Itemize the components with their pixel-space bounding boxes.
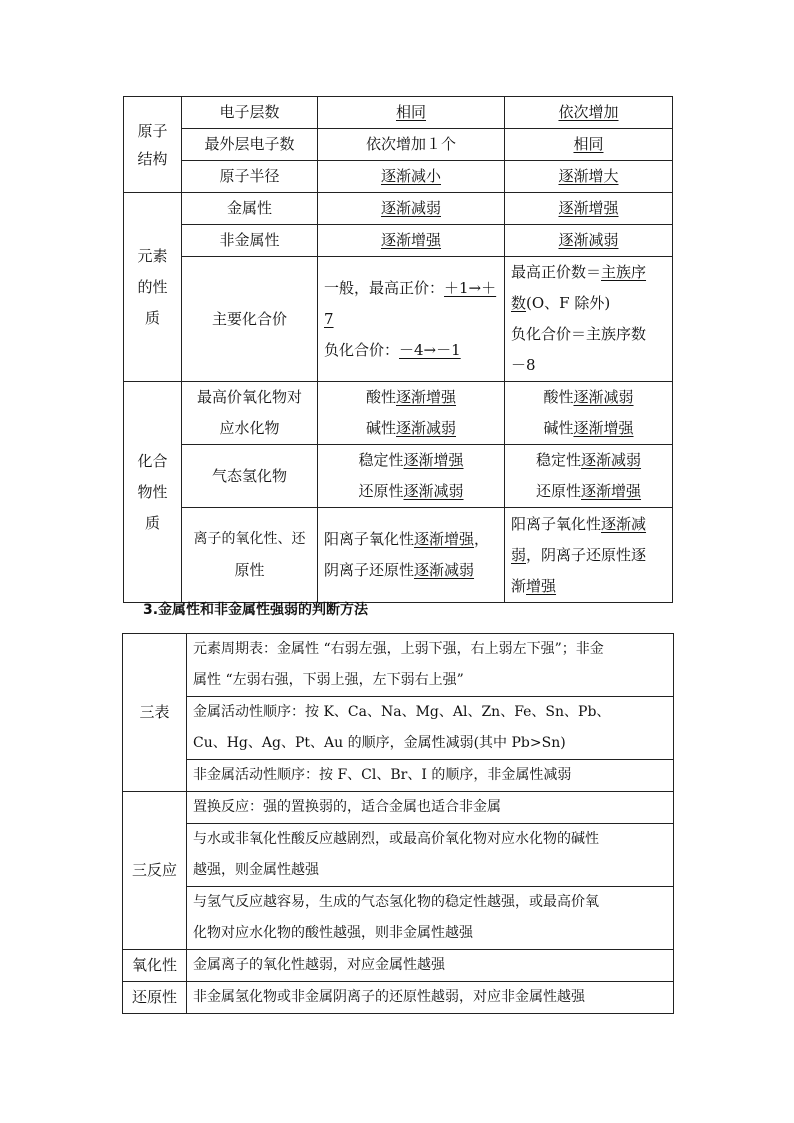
answer: 主族序 bbox=[601, 263, 647, 281]
text: 稳定性 bbox=[535, 451, 581, 469]
line: 离子的氧化性、还 bbox=[193, 531, 306, 547]
prop-cell bbox=[182, 382, 318, 445]
group-cell bbox=[505, 161, 673, 193]
text: ，阴离子还原性逐 bbox=[526, 545, 647, 564]
label-reducing: 还原性 bbox=[123, 982, 187, 1014]
text: 一般，最高正价： bbox=[324, 278, 445, 297]
line bbox=[511, 445, 666, 476]
group-cell bbox=[505, 508, 673, 603]
answer: 逐渐减弱 bbox=[380, 199, 441, 217]
line bbox=[511, 476, 666, 507]
answer: 逐渐增强 bbox=[581, 482, 642, 500]
period-cell bbox=[318, 382, 505, 445]
line: 与氢气反应越容易，生成的气态氢化物的稳定性越强，或最高价氧 bbox=[193, 894, 599, 910]
line bbox=[324, 524, 498, 555]
answer: 逐渐增强 bbox=[414, 530, 475, 548]
answer: 逐渐减弱 bbox=[414, 561, 475, 579]
answer: 相同 bbox=[395, 103, 426, 121]
line: 属性 “左弱右强，下弱上强，左下弱右上强” bbox=[193, 672, 464, 688]
text: 碱性 bbox=[365, 419, 396, 437]
text: ， bbox=[474, 530, 490, 548]
text: 负化合价： bbox=[324, 340, 400, 359]
text: 渐 bbox=[511, 576, 527, 595]
text-cell bbox=[187, 697, 674, 760]
line: 应水化物 bbox=[219, 419, 280, 437]
line: 最高价氧化物对 bbox=[196, 388, 302, 406]
line: 负化合价＝主族序数 bbox=[511, 325, 647, 343]
line: 与水或非氧化性酸反应越剧烈，或最高价氧化物对应水化物的碱性 bbox=[193, 831, 599, 847]
text: 还原性 bbox=[535, 482, 581, 500]
section-heading: 3.金属性和非金属性强弱的判断方法 bbox=[143, 602, 369, 618]
group-cell bbox=[505, 97, 673, 129]
answer: 逐渐增强 bbox=[380, 231, 441, 249]
group-atomic-structure bbox=[124, 97, 182, 193]
period-cell bbox=[318, 161, 505, 193]
answer: 增强 bbox=[526, 576, 557, 595]
answer: 7 bbox=[324, 309, 334, 328]
line bbox=[324, 476, 498, 507]
period-cell bbox=[318, 257, 505, 382]
group-cell bbox=[505, 445, 673, 508]
line bbox=[511, 382, 666, 413]
answer: 逐渐减弱 bbox=[581, 451, 642, 469]
prop-cell: 电子层数 bbox=[182, 97, 318, 129]
line: －8 bbox=[511, 356, 536, 374]
prop-cell: 金属性 bbox=[182, 193, 318, 225]
text-cell: 金属离子的氧化性越弱，对应金属性越强 bbox=[187, 950, 674, 982]
line bbox=[324, 304, 498, 335]
judgement-methods-table bbox=[122, 633, 674, 1014]
period-cell bbox=[318, 97, 505, 129]
group-compound-properties bbox=[124, 382, 182, 603]
text-cell bbox=[187, 824, 674, 887]
group-cell bbox=[505, 257, 673, 382]
line: 化物对应水化物的酸性越强，则非金属性越强 bbox=[193, 925, 473, 941]
text: 碱性 bbox=[543, 419, 574, 437]
line: 越强，则金属性越强 bbox=[193, 862, 319, 878]
answer: 弱 bbox=[511, 545, 527, 564]
answer: 逐渐减 bbox=[601, 514, 647, 533]
answer: 逐渐增强 bbox=[573, 419, 634, 437]
answer: 相同 bbox=[573, 135, 604, 153]
periodic-trends-table bbox=[123, 96, 673, 603]
group-label: 元素的性质 bbox=[137, 246, 168, 327]
group-label: 原子结构 bbox=[137, 121, 168, 168]
period-cell bbox=[318, 193, 505, 225]
prop-cell: 原子半径 bbox=[182, 161, 318, 193]
group-element-properties bbox=[124, 193, 182, 382]
group-label: 化合物性质 bbox=[137, 451, 168, 532]
text-cell bbox=[187, 887, 674, 950]
text: 还原性 bbox=[358, 482, 404, 500]
answer: －4→－1 bbox=[399, 340, 461, 359]
line bbox=[324, 555, 498, 586]
text: 稳定性 bbox=[358, 451, 404, 469]
line bbox=[511, 540, 666, 571]
period-cell bbox=[318, 508, 505, 603]
line bbox=[324, 413, 498, 444]
text-cell: 非金属氢化物或非金属阴离子的还原性越弱，对应非金属性越强 bbox=[187, 982, 674, 1014]
period-cell bbox=[318, 445, 505, 508]
line bbox=[511, 257, 666, 288]
line bbox=[324, 445, 498, 476]
label-oxidizing: 氧化性 bbox=[123, 950, 187, 982]
line: 原性 bbox=[234, 561, 265, 579]
period-cell bbox=[318, 225, 505, 257]
label-three-tables: 三表 bbox=[123, 634, 187, 792]
line bbox=[324, 335, 498, 366]
prop-cell: 气态氢化物 bbox=[182, 445, 318, 508]
answer: 依次增加 bbox=[558, 103, 619, 121]
answer: 数 bbox=[511, 294, 527, 312]
answer: 逐渐增强 bbox=[403, 451, 464, 469]
answer: 逐渐增强 bbox=[396, 388, 457, 406]
prop-cell: 最外层电子数 bbox=[182, 129, 318, 161]
prop-cell bbox=[182, 508, 318, 603]
line bbox=[511, 413, 666, 444]
answer: ＋1→＋ bbox=[444, 278, 497, 297]
answer: 逐渐增大 bbox=[558, 167, 619, 185]
answer: 逐渐减弱 bbox=[396, 419, 457, 437]
text: 酸性 bbox=[543, 388, 574, 406]
group-cell bbox=[505, 193, 673, 225]
label-three-reactions: 三反应 bbox=[123, 792, 187, 950]
line bbox=[324, 382, 498, 413]
line bbox=[511, 288, 666, 319]
text: 最高正价数＝ bbox=[511, 263, 602, 281]
group-cell bbox=[505, 129, 673, 161]
text: 阳离子氧化性 bbox=[324, 530, 415, 548]
text: 阳离子氧化性 bbox=[511, 514, 602, 533]
prop-cell: 主要化合价 bbox=[182, 257, 318, 382]
answer: 逐渐减弱 bbox=[573, 388, 634, 406]
prop-cell: 非金属性 bbox=[182, 225, 318, 257]
text-cell: 置换反应：强的置换弱的，适合金属也适合非金属 bbox=[187, 792, 674, 824]
text-cell: 非金属活动性顺序：按 F、Cl、Br、I 的顺序，非金属性减弱 bbox=[187, 760, 674, 792]
text: 酸性 bbox=[365, 388, 396, 406]
line bbox=[511, 571, 666, 602]
line bbox=[511, 509, 666, 540]
text-cell bbox=[187, 634, 674, 697]
answer: 逐渐增强 bbox=[558, 199, 619, 217]
line bbox=[324, 273, 498, 304]
text: (O、F 除外) bbox=[526, 294, 611, 312]
line: Cu、Hg、Ag、Pt、Au 的顺序，金属性减弱(其中 Pb>Sn) bbox=[193, 735, 566, 751]
group-cell bbox=[505, 382, 673, 445]
group-cell bbox=[505, 225, 673, 257]
answer: 逐渐减弱 bbox=[403, 482, 464, 500]
answer: 逐渐减小 bbox=[380, 167, 441, 185]
period-cell: 依次增加１个 bbox=[318, 129, 505, 161]
answer: 逐渐减弱 bbox=[558, 231, 619, 249]
line: 元素周期表：金属性 “右弱左强，上弱下强，右上弱左下强”；非金 bbox=[193, 641, 604, 657]
line: 金属活动性顺序：按 K、Ca、Na、Mg、Al、Zn、Fe、Sn、Pb、 bbox=[193, 704, 611, 720]
text: 阴离子还原性 bbox=[324, 561, 415, 579]
